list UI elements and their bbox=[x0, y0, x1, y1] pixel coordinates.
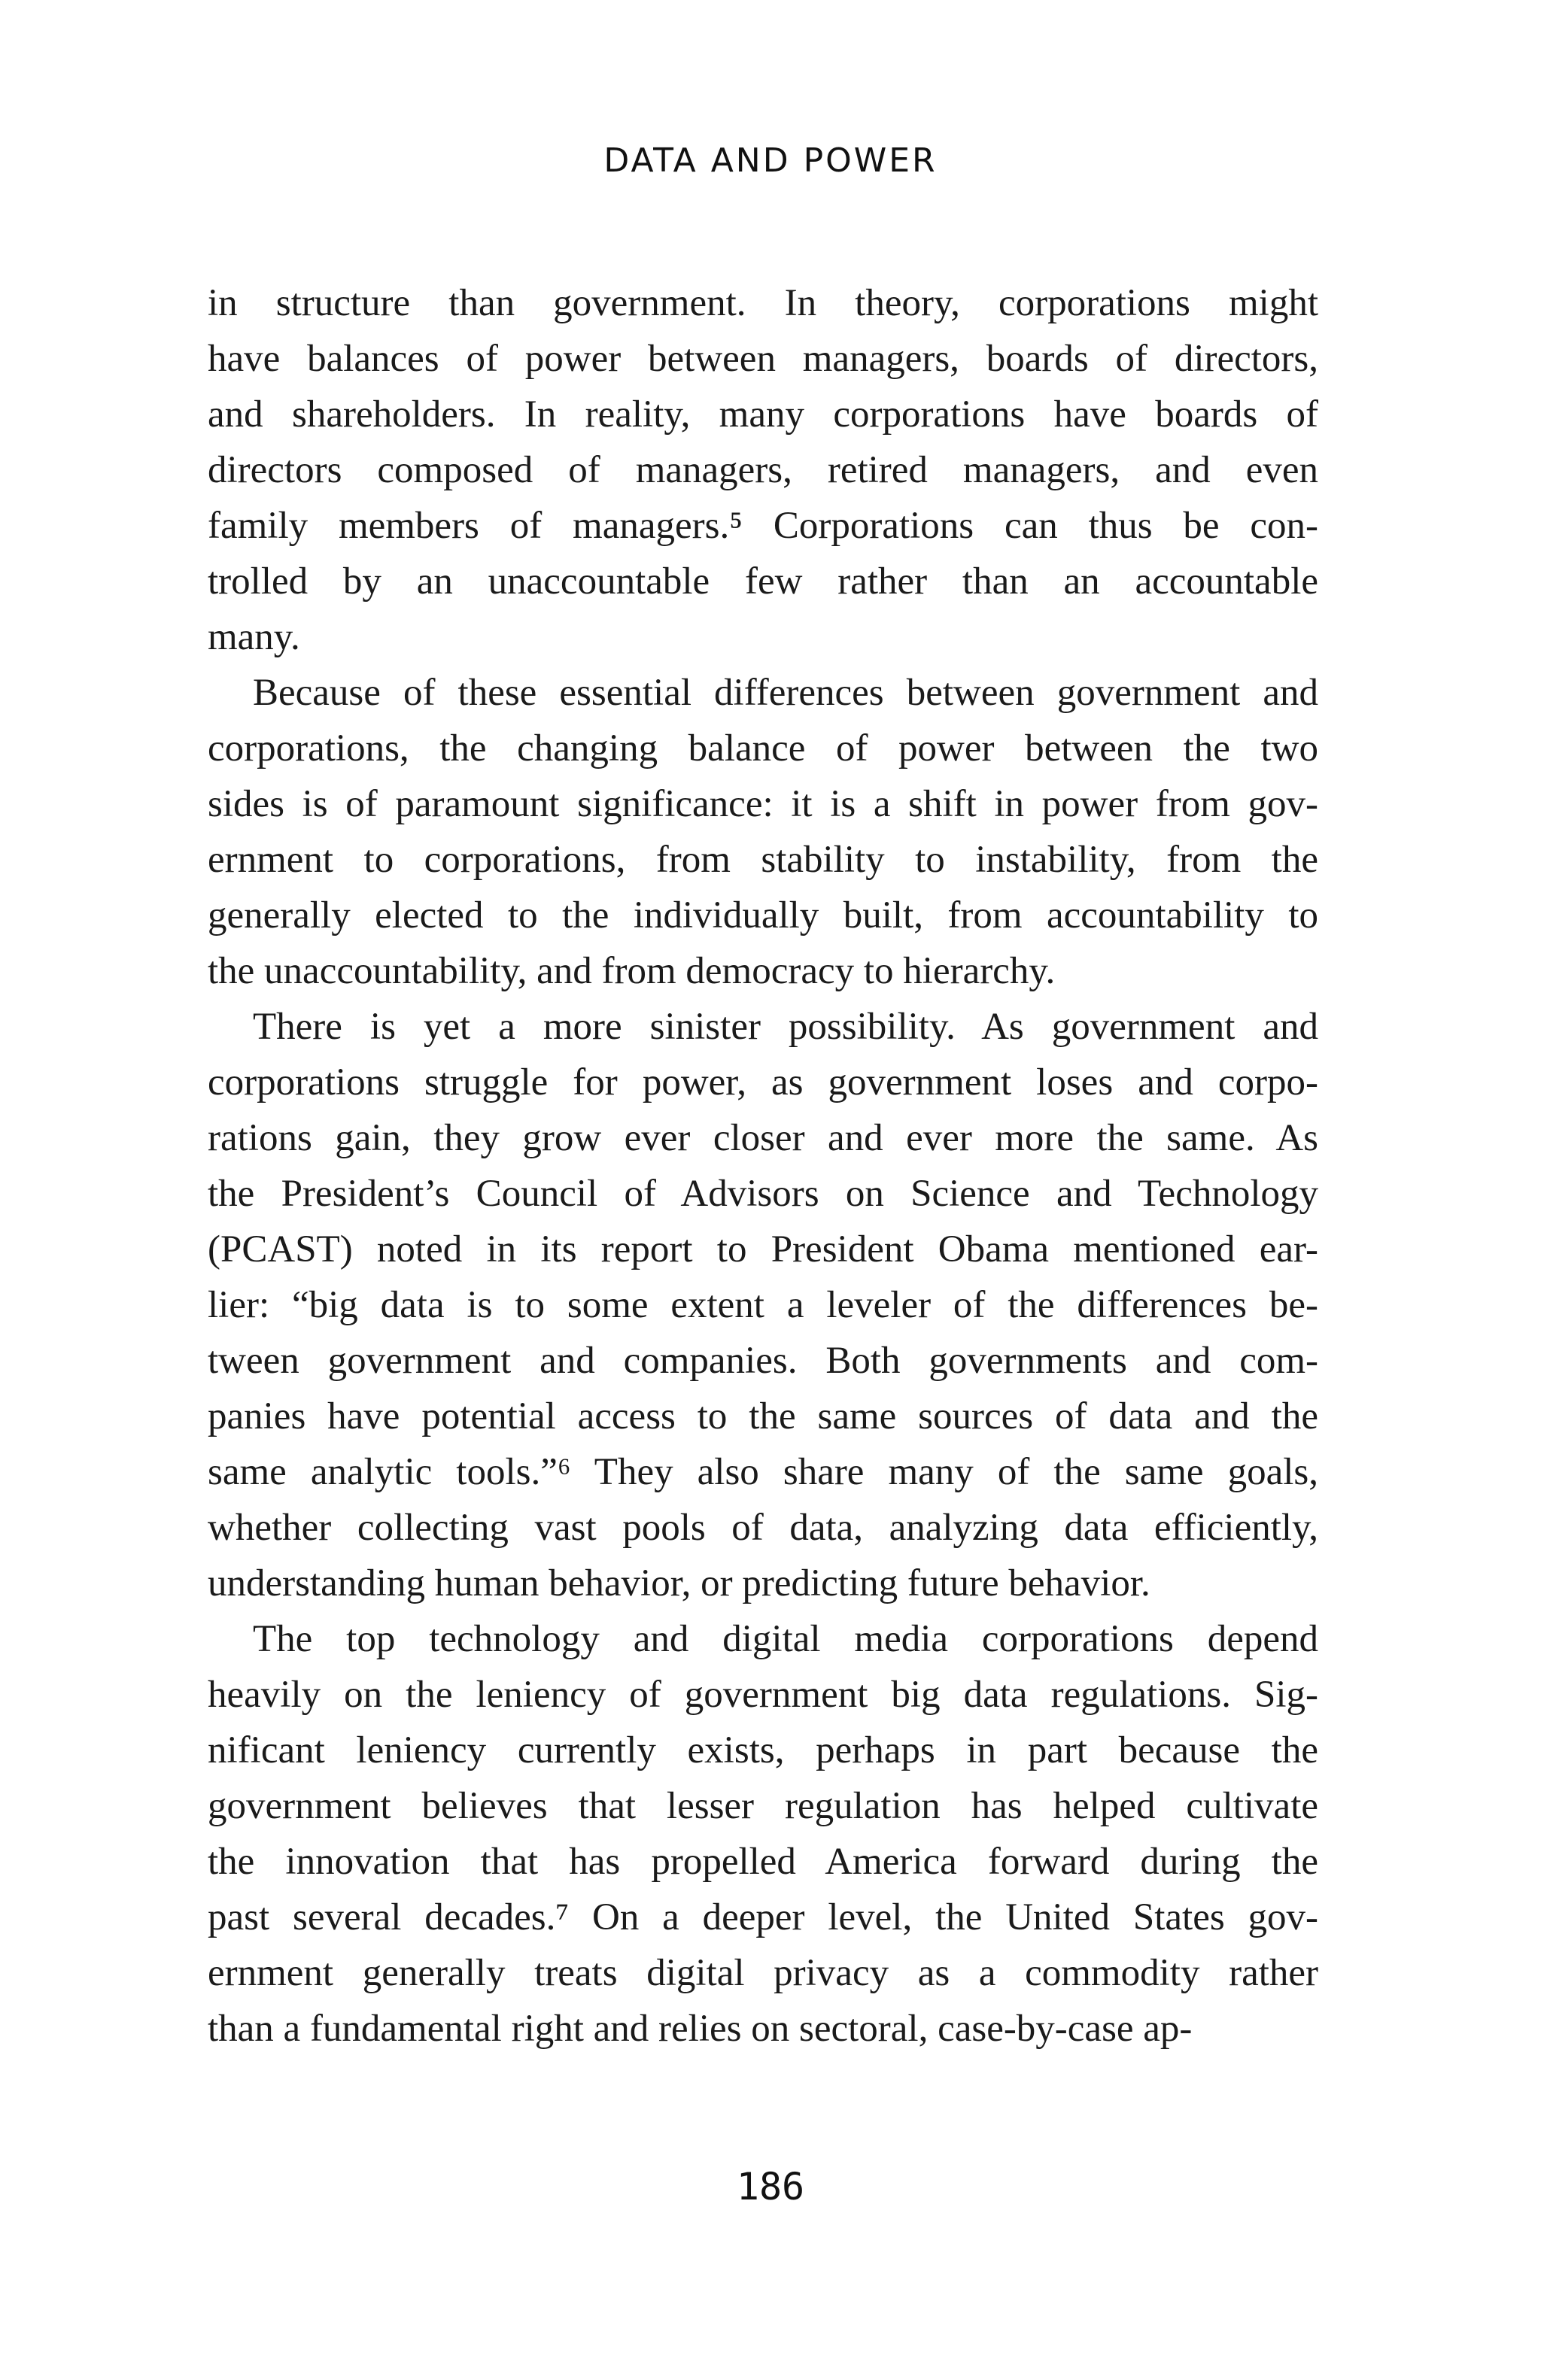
text-line: past several decades.⁷ On a deeper level, the United States gov- bbox=[208, 1896, 1318, 1938]
text-line: lier: “big data is to some extent a leveler of the differences be- bbox=[208, 1284, 1318, 1326]
text-line: trolled by an unaccountable few rather than an accountable bbox=[208, 560, 1318, 603]
text-line: than a fundamental right and relies on sectoral, case-by-case ap- bbox=[208, 2008, 1193, 2050]
body-text bbox=[208, 275, 1318, 2057]
text-line: directors composed of managers, retired managers, and even bbox=[208, 449, 1318, 491]
text-line: the unaccountability, and from democracy to hierarchy. bbox=[208, 950, 1056, 992]
text-line: The top technology and digital media corporations depend bbox=[253, 1618, 1318, 1660]
text-line: rations gain, they grow ever closer and ever more the same. As bbox=[208, 1117, 1318, 1159]
text-line: ernment to corporations, from stability to instability, from the bbox=[208, 839, 1318, 881]
text-line: government believes that lesser regulation has helped cultivate bbox=[208, 1785, 1318, 1827]
text-line: in structure than government. In theory, corporations might bbox=[208, 282, 1318, 324]
text-line: have balances of power between managers, boards of directors, bbox=[208, 338, 1318, 380]
running-head: DATA AND POWER bbox=[603, 141, 938, 180]
text-line: same analytic tools.”⁶ They also share many of the same goals, bbox=[208, 1451, 1318, 1493]
text-line: corporations, the changing balance of power between the two bbox=[208, 727, 1318, 770]
text-line: generally elected to the individually built, from accountability to bbox=[208, 894, 1318, 937]
text-line: and shareholders. In reality, many corporations have boards of bbox=[208, 393, 1318, 436]
text-line: ernment generally treats digital privacy as a commodity rather bbox=[208, 1952, 1318, 1994]
text-line: corporations struggle for power, as government loses and corpo- bbox=[208, 1061, 1318, 1103]
text-line: sides is of paramount significance: it is a shift in power from gov- bbox=[208, 783, 1318, 825]
paragraph bbox=[208, 665, 1318, 999]
text-line: nificant leniency currently exists, perhaps in part because the bbox=[208, 1729, 1318, 1771]
text-line: many. bbox=[208, 616, 300, 658]
text-line: Because of these essential differences between government and bbox=[253, 672, 1318, 714]
text-line: the President’s Council of Advisors on Science and Technology bbox=[208, 1173, 1318, 1215]
text-line: understanding human behavior, or predicting future behavior. bbox=[208, 1562, 1150, 1604]
paragraph bbox=[208, 999, 1318, 1611]
text-line: whether collecting vast pools of data, analyzing data efficiently, bbox=[208, 1507, 1318, 1549]
text-line: panies have potential access to the same sources of data and the bbox=[208, 1395, 1318, 1437]
text-line: There is yet a more sinister possibility. As government and bbox=[253, 1006, 1318, 1048]
paragraph bbox=[208, 1611, 1318, 2057]
text-line: tween government and companies. Both governments and com- bbox=[208, 1340, 1318, 1382]
text-line: the innovation that has propelled America forward during the bbox=[208, 1841, 1318, 1883]
text-line: heavily on the leniency of government big data regulations. Sig- bbox=[208, 1674, 1318, 1716]
text-line: (PCAST) noted in its report to President Obama mentioned ear- bbox=[208, 1228, 1318, 1270]
text-line: family members of managers.⁵ Corporations can thus be con- bbox=[208, 505, 1318, 547]
page-number: 186 bbox=[736, 2165, 805, 2208]
paragraph bbox=[208, 275, 1318, 665]
